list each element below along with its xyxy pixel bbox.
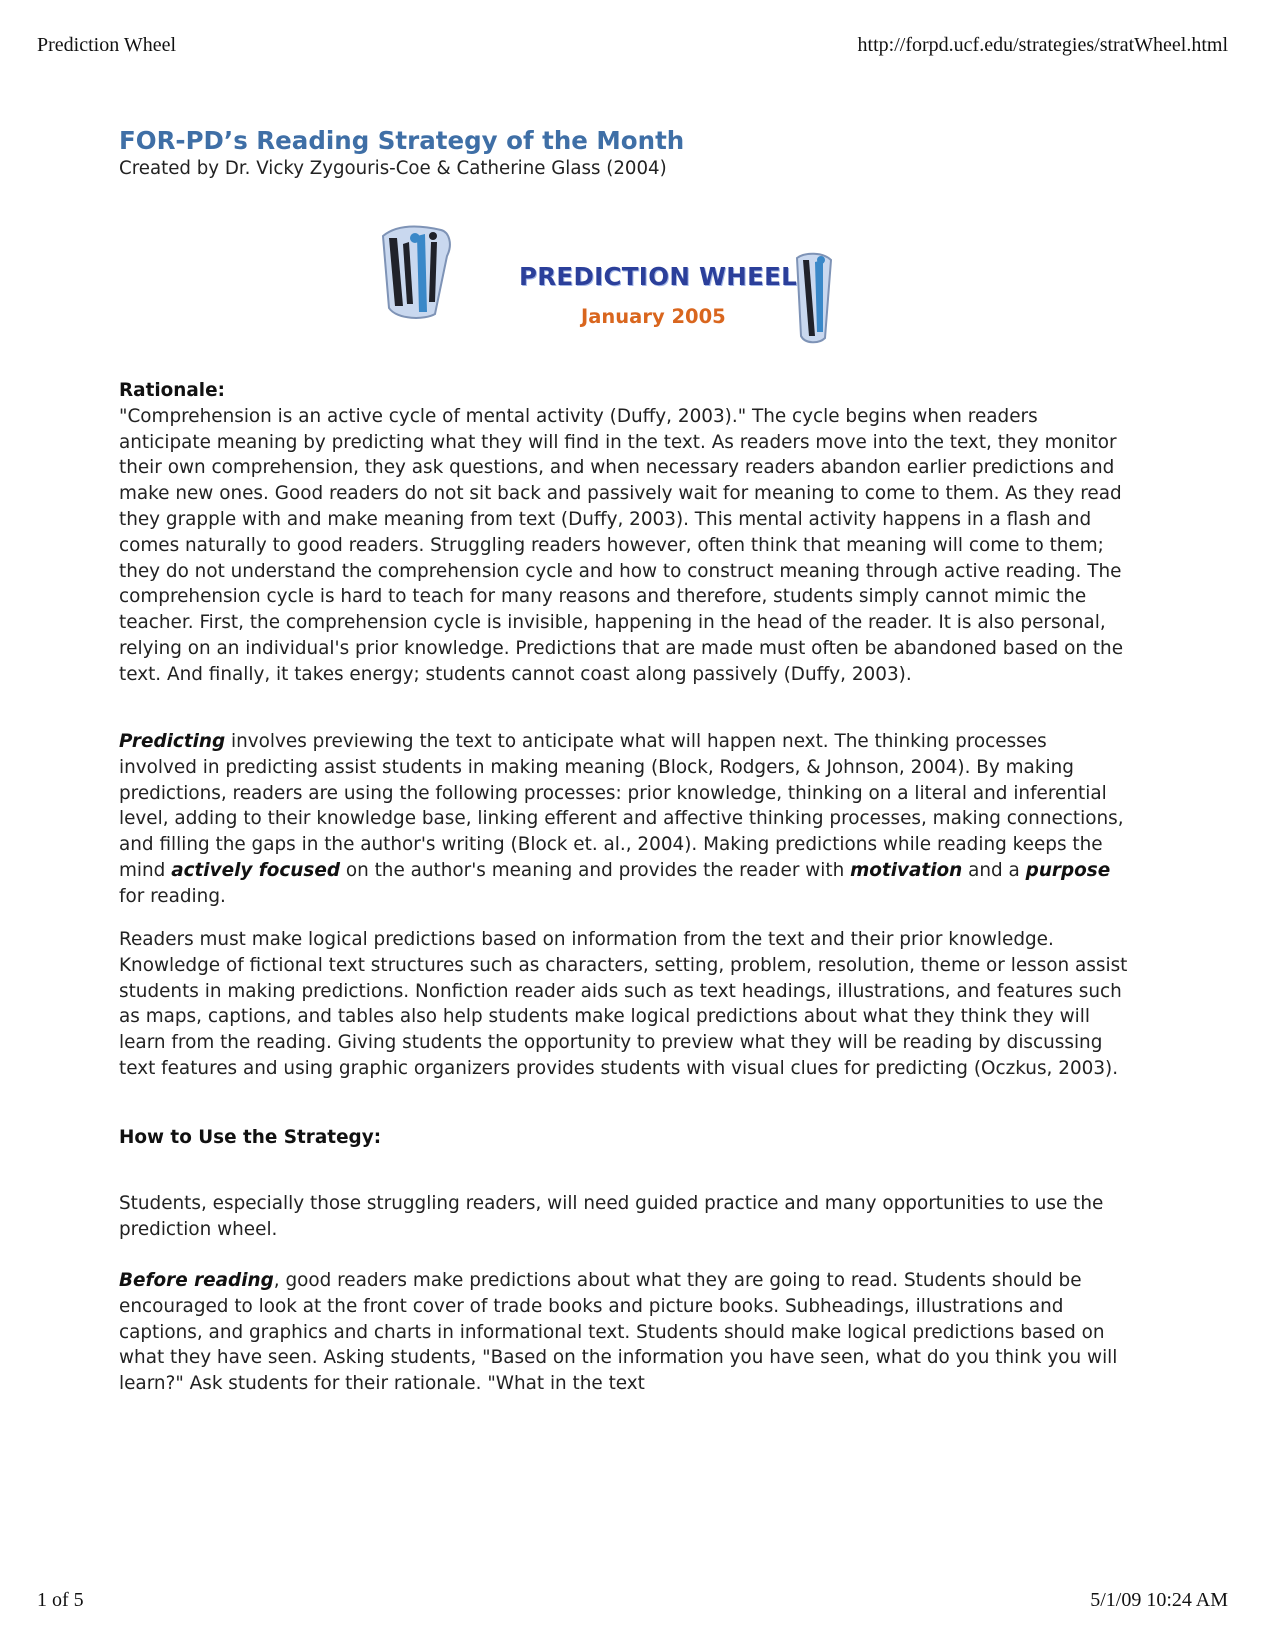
rationale-section: [119, 378, 1129, 688]
page-number: 1 of 5: [37, 1589, 84, 1611]
predicting-text-1: involves previewing the text to anticipate what will happen next. The thinking processes involved in predicting assist students in making meaning (Block, Rodgers, & Johnson, 2004). By making predictions, readers are using the following processes: prior knowledge, thinking on a literal and inferential level, adding to their knowledge base, linking efferent and affective thinking processes, making connections, and filling the gaps in the author's writing (Block et. al., 2004). Making predictions while reading keeps the mind: [119, 731, 1124, 881]
before-reading-paragraph: [119, 1268, 1129, 1397]
predicting-text-4: for reading.: [119, 885, 226, 907]
emphasis-motivation: motivation: [850, 859, 963, 881]
print-header-url: http://forpd.ucf.edu/strategies/stratWheel.html: [857, 34, 1228, 56]
prediction-wheel-banner: [375, 222, 835, 348]
emphasis-actively-focused: actively focused: [171, 859, 340, 881]
logical-predictions-paragraph: Readers must make logical predictions based on information from the text and their prior knowledge. Knowledge of fictional text structures such as characters, setting, problem, resolution, theme or lesson assist students in making predictions. Nonfiction reader aids such as text headings, illustrations, and features such as maps, captions, and tables also help students make logical predictions about what they think they will learn from the reading. Giving students the opportunity to preview what they will be reading by discussing text features and using graphic organizers provides students with visual clues for predicting (Oczkus, 2003).: [119, 929, 1128, 1079]
before-reading-section: [119, 1268, 1129, 1397]
print-timestamp: 5/1/09 10:24 AM: [1090, 1589, 1228, 1611]
logical-predictions-section: [119, 927, 1129, 1082]
banner-date: January 2005: [581, 305, 726, 328]
how-to-heading-section: [119, 1125, 1129, 1151]
before-reading-term: Before reading: [119, 1270, 274, 1291]
rationale-heading: Rationale:: [119, 380, 225, 401]
predicting-term: Predicting: [119, 731, 226, 752]
banner-title: PREDICTION WHEEL: [519, 262, 798, 291]
predicting-section: [119, 729, 1129, 910]
reading-figure-right-icon: [791, 250, 835, 345]
print-header-title: Prediction Wheel: [37, 34, 177, 56]
predicting-paragraph: [119, 729, 1129, 910]
how-to-paragraph: Students, especially those struggling readers, will need guided practice and many opportunities to use the prediction wheel.: [119, 1193, 1104, 1240]
emphasis-purpose: purpose: [1025, 859, 1111, 881]
byline: Created by Dr. Vicky Zygouris-Coe & Catherine Glass (2004): [119, 158, 667, 179]
reading-figures-left-icon: [375, 222, 455, 322]
predicting-text-3: and a: [962, 859, 1026, 881]
how-to-section: [119, 1191, 1129, 1243]
rationale-paragraph: "Comprehension is an active cycle of mental activity (Duffy, 2003)." The cycle begins when readers anticipate meaning by predicting what they will find in the text. As readers move into the text, they monitor their own comprehension, they ask questions, and when necessary readers abandon earlier predictions and make new ones. Good readers do not sit back and passively wait for meaning to come to them. As they read they grapple with and make meaning from text (Duffy, 2003). This mental activity happens in a flash and comes naturally to good readers. Struggling readers however, often think that meaning will come to them; they do not understand the comprehension cycle and how to construct meaning through active reading. The comprehension cycle is hard to teach for many reasons and therefore, students simply cannot mimic the teacher. First, the comprehension cycle is invisible, happening in the head of the reader. It is also personal, relying on an individual's prior knowledge. Predictions that are made must often be abandoned based on the text. And finally, it takes energy; students cannot coast along passively (Duffy, 2003).: [119, 405, 1124, 685]
predicting-text-2: on the author's meaning and provides the reader with: [339, 859, 851, 881]
page-title: FOR-PD’s Reading Strategy of the Month: [119, 126, 685, 155]
document-header: [119, 126, 1159, 182]
before-reading-text: , good readers make predictions about what they are going to read. Students should be encouraged to look at the front cover of trade books and picture books. Subheadings, illustrations and captions, and graphics and charts in informational text. Students should make logical predictions based on what they have seen. Asking students, "Based on the information you have seen, what do you think you will learn?" Ask students for their rationale. "What in the text: [119, 1270, 1118, 1395]
how-to-heading: How to Use the Strategy:: [119, 1127, 382, 1148]
